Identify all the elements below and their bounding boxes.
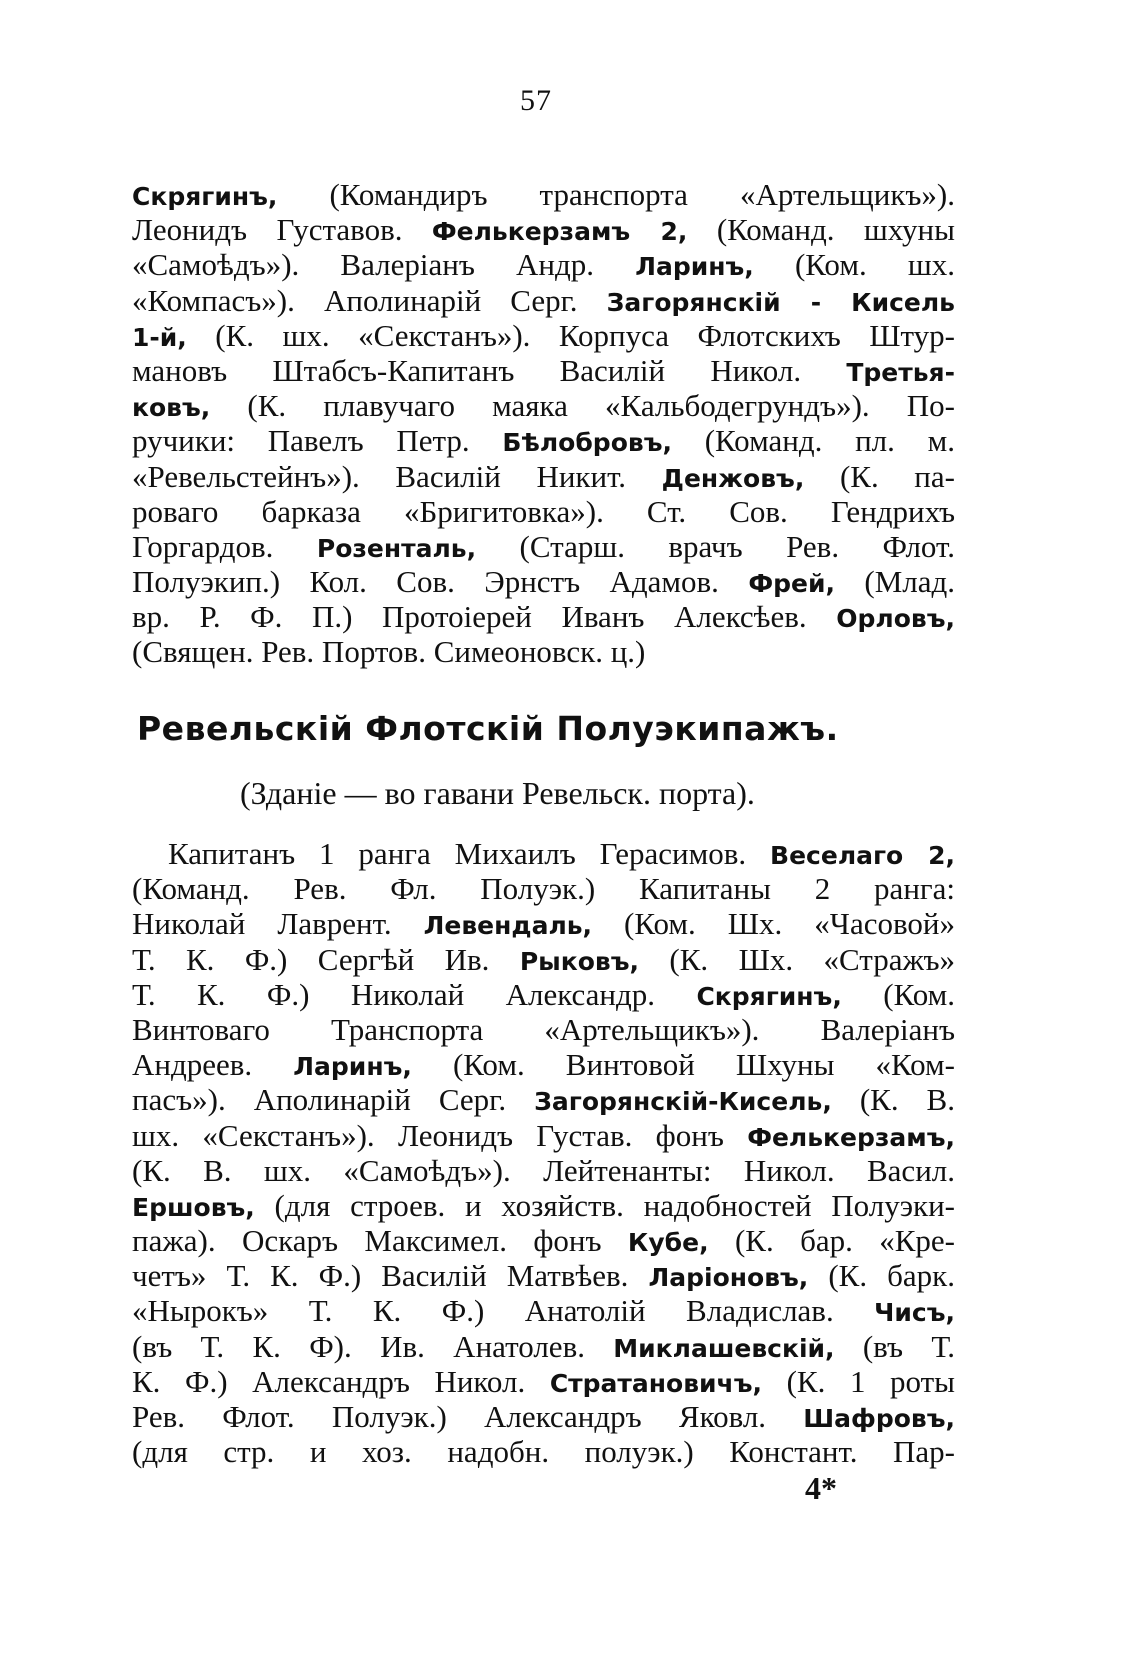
signature-mark: 4* <box>805 1470 837 1506</box>
surname: Третья- <box>846 357 955 387</box>
surname: Фелькерзамъ 2, <box>431 217 688 247</box>
text-line <box>132 599 955 634</box>
text-run: (для стр. и хоз. надобн. полуэк.) Констант. Пар- <box>132 1434 955 1470</box>
text-run: четъ» Т. К. Ф.) Василій Матвѣев. <box>132 1258 649 1294</box>
surname: Кубе, <box>627 1228 709 1258</box>
text-run: «Компасъ»). Аполинарій Серг. <box>132 282 607 318</box>
text-run: пасъ»). Аполинарій Серг. <box>132 1082 535 1118</box>
text-run: (К. Шх. «Стражъ» <box>639 941 955 977</box>
text-run: роваго барказа «Бригитовка»). Ст. Сов. Гендрихъ <box>132 493 955 529</box>
text-line <box>132 906 955 941</box>
text-run: (К. шх. «Секстанъ»). Корпуса Флотскихъ Штур- <box>186 317 955 353</box>
text-run: Николай Лаврент. <box>132 906 424 942</box>
text-run: (К. 1 роты <box>762 1363 955 1399</box>
text-run: «Нырокъ» Т. К. Ф.) Анатолій Владислав. <box>132 1293 875 1329</box>
surname: Загорянскій-Кисель, <box>534 1087 832 1117</box>
text-line <box>132 247 955 282</box>
surname: Ларинъ, <box>293 1052 412 1082</box>
text-run: Андреев. <box>132 1047 294 1083</box>
personnel-list-section-1 <box>132 177 955 670</box>
surname: Левендаль, <box>423 911 593 941</box>
text-run: (К. В. шх. «Самоѣдъ»). Лейтенанты: Никол. Васил. <box>132 1152 955 1188</box>
text-line <box>132 283 955 318</box>
text-run: Т. К. Ф.) Николай Александр. <box>132 976 697 1012</box>
text-run: Леонидъ Густавов. <box>132 212 432 248</box>
text-line <box>132 353 955 388</box>
surname: Розенталь, <box>316 533 477 563</box>
surname: Орловъ, <box>836 604 955 634</box>
surname: Миклашевскій, <box>613 1333 835 1363</box>
surname: Ларіоновъ, <box>648 1263 809 1293</box>
text-line <box>132 836 955 871</box>
text-line <box>132 1329 955 1364</box>
text-line <box>132 1223 955 1258</box>
text-line <box>132 634 955 669</box>
text-line <box>132 1399 955 1434</box>
page-number: 57 <box>520 84 552 117</box>
surname: Стратановичъ, <box>549 1368 763 1398</box>
text-line <box>132 529 955 564</box>
text-run: (Млад. <box>834 564 956 600</box>
surname: Фрей, <box>748 569 835 599</box>
text-line <box>132 564 955 599</box>
text-run: Винтоваго Транспорта «Артельщикъ»). Валеріанъ <box>132 1011 955 1047</box>
text-line <box>132 423 955 458</box>
text-line <box>132 871 955 906</box>
text-run: К. Ф.) Александръ Никол. <box>132 1363 550 1399</box>
text-run: (для строев. и хозяйств. надобностей Полуэки- <box>254 1187 955 1223</box>
surname: Загорянскій - Кисель <box>606 287 955 317</box>
surname: Веселаго 2, <box>770 841 955 870</box>
text-run: вр. Р. Ф. П.) Протоіерей Иванъ Алексѣев. <box>132 599 837 635</box>
text-line <box>132 1188 955 1223</box>
text-line <box>132 1118 955 1153</box>
text-run: (К. В. <box>831 1082 955 1118</box>
text-run: (въ Т. <box>834 1328 955 1364</box>
text-line <box>132 177 955 212</box>
text-line <box>132 212 955 247</box>
text-run: (Команд. шхуны <box>687 212 955 248</box>
text-run: (Ком. Винтовой Шхуны «Ком- <box>411 1047 955 1083</box>
text-run: Горгардов. <box>132 528 317 564</box>
text-line <box>132 1047 955 1082</box>
text-line <box>132 1012 955 1047</box>
text-line <box>132 1082 955 1117</box>
text-run: (К. плавучаго маяка «Кальбодегрундъ»). По- <box>210 388 955 424</box>
surname: Фелькерзамъ, <box>747 1122 955 1152</box>
text-run: ручики: Павелъ Петр. <box>132 423 503 459</box>
text-run: шх. «Секстанъ»). Леонидъ Густав. фонъ <box>132 1117 748 1153</box>
surname: Чисъ, <box>874 1298 955 1328</box>
text-run: (Команд. пл. м. <box>671 423 955 459</box>
text-run: (Ком. <box>841 976 955 1012</box>
text-run: Капитанъ 1 ранга Михаилъ Герасимов. <box>168 836 771 871</box>
text-run: (Священ. Рев. Портов. Симеоновск. ц.) <box>132 634 646 670</box>
text-line <box>132 1434 955 1469</box>
text-run: «Ревельстейнъ»). Василій Никит. <box>132 458 662 494</box>
surname: ковъ, <box>132 393 211 423</box>
personnel-list-section-2 <box>132 836 955 1469</box>
text-line <box>132 388 955 423</box>
text-run: (К. барк. <box>808 1258 955 1294</box>
section-subheading: (Зданіе — во гавани Ревельск. порта). <box>240 775 755 811</box>
text-line <box>132 942 955 977</box>
text-run: «Самоѣдъ»). Валеріанъ Андр. <box>132 247 636 283</box>
surname: Денжовъ, <box>661 463 805 493</box>
text-run: Т. К. Ф.) Сергѣй Ив. <box>132 941 520 977</box>
text-line <box>132 459 955 494</box>
text-line <box>132 1364 955 1399</box>
text-run: Полуэкип.) Кол. Сов. Эрнстъ Адамов. <box>132 564 749 600</box>
text-run: (Команд. Рев. Фл. Полуэк.) Капитаны 2 ранга: <box>132 871 955 907</box>
text-line <box>132 977 955 1012</box>
text-run: (Ком. шх. <box>753 247 955 283</box>
surname: Рыковъ, <box>519 946 640 976</box>
text-line <box>132 318 955 353</box>
surname: Ларинъ, <box>635 252 754 282</box>
text-run: (Старш. врачъ Рев. Флот. <box>476 528 955 564</box>
text-run: (Командиръ транспорта «Артельщикъ»). <box>277 177 955 212</box>
surname: Скрягинъ, <box>696 981 842 1011</box>
text-line <box>132 1293 955 1328</box>
surname: Бѣлобровъ, <box>502 428 672 458</box>
text-run: (К. бар. «Кре- <box>708 1223 955 1259</box>
text-run: мановъ Штабсъ-Капитанъ Василій Никол. <box>132 352 847 388</box>
section-heading: Ревельскій Флотскій Полуэкипажъ. <box>137 709 839 748</box>
surname: 1-й, <box>132 322 187 352</box>
surname: Скрягинъ, <box>132 182 278 211</box>
text-run: (въ Т. К. Ф). Ив. Анатолев. <box>132 1328 614 1364</box>
text-line <box>132 494 955 529</box>
text-run: пажа). Оскаръ Максимел. фонъ <box>132 1223 628 1259</box>
text-run: (Ком. Шх. «Часовой» <box>592 906 955 942</box>
text-run: Рев. Флот. Полуэк.) Александръ Яковл. <box>132 1399 804 1434</box>
text-line <box>132 1153 955 1188</box>
surname: Ершовъ, <box>132 1192 255 1222</box>
surname: Шафровъ, <box>803 1404 955 1433</box>
text-line <box>132 1258 955 1293</box>
text-run: (К. па- <box>804 458 955 494</box>
